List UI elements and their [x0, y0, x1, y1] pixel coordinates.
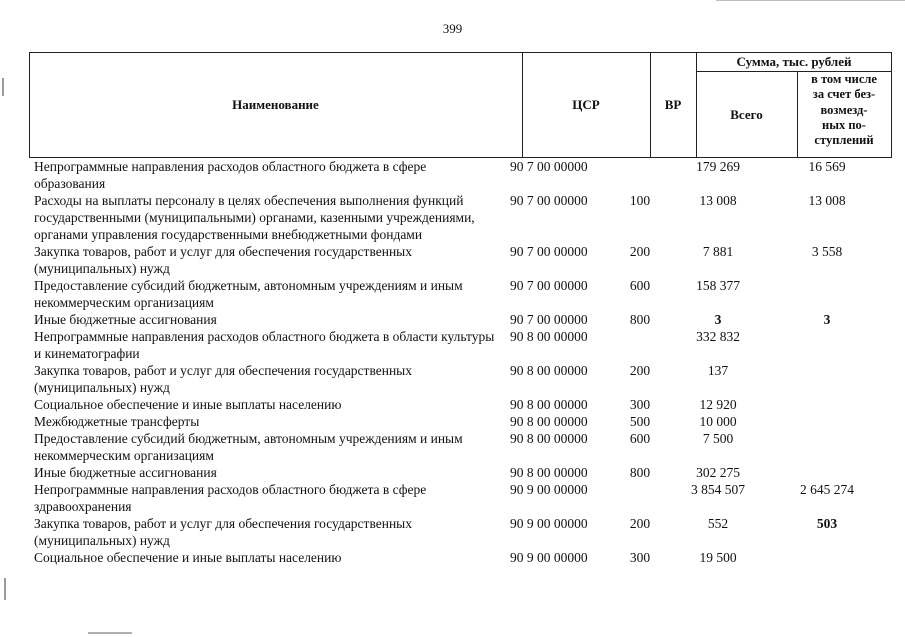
cell-csr: 90 9 00 00000 [510, 516, 588, 531]
cell-name: Непрограммные направления расходов областного бюджета в области культуры и кинематографии [34, 329, 495, 361]
cell-vr: 800 [629, 312, 651, 327]
cell-total: 302 275 [696, 465, 740, 480]
table-header [0, 0, 905, 158]
cell-total: 158 377 [696, 278, 740, 293]
table-row [0, 396, 905, 413]
table-row [0, 158, 905, 192]
cell-vr: 100 [629, 193, 651, 208]
cell-name: Иные бюджетные ассигнования [34, 465, 217, 480]
scan-artifact [88, 632, 132, 634]
cell-vr: 800 [629, 465, 651, 480]
cell-csr: 90 7 00 00000 [510, 312, 588, 327]
table-row [0, 413, 905, 430]
column-header-free-receipts: в том числе за счет без- возмезд- ных по- ступлений [811, 72, 877, 148]
cell-total: 179 269 [696, 159, 740, 174]
cell-csr: 90 9 00 00000 [510, 550, 588, 565]
column-group-sum: Сумма, тыс. рублей [736, 54, 852, 69]
cell-csr: 90 8 00 00000 [510, 431, 588, 446]
cell-total: 7 500 [702, 431, 734, 446]
cell-total: 3 854 507 [691, 482, 745, 497]
cell-vr: 200 [629, 363, 651, 378]
cell-free-receipts: 13 008 [808, 193, 846, 208]
cell-csr: 90 8 00 00000 [510, 329, 588, 344]
page-number: 399 [442, 21, 463, 36]
cell-name: Предоставление субсидий бюджетным, автономным учреждениям и иным некоммерческим организациям [34, 278, 463, 310]
cell-total: 7 881 [702, 244, 734, 259]
column-header-name: Наименование [232, 97, 319, 112]
cell-name: Закупка товаров, работ и услуг для обеспечения государственных (муниципальных) нужд [34, 244, 413, 276]
scan-artifact [4, 578, 6, 600]
cell-csr: 90 7 00 00000 [510, 278, 588, 293]
cell-name: Непрограммные направления расходов областного бюджета в сфере здравоохранения [34, 482, 427, 514]
cell-vr: 300 [629, 550, 651, 565]
table-body [0, 158, 905, 566]
cell-name: Социальное обеспечение и иные выплаты населению [34, 397, 342, 412]
table-row [0, 549, 905, 566]
cell-total: 12 920 [699, 397, 737, 412]
cell-csr: 90 9 00 00000 [510, 482, 588, 497]
cell-total: 137 [707, 363, 729, 378]
cell-vr: 600 [629, 431, 651, 446]
cell-name: Предоставление субсидий бюджетным, автономным учреждениям и иным некоммерческим организациям [34, 431, 463, 463]
cell-csr: 90 7 00 00000 [510, 159, 588, 174]
cell-csr: 90 8 00 00000 [510, 363, 588, 378]
table-row [0, 192, 905, 243]
table-row [0, 464, 905, 481]
cell-name: Межбюджетные трансферты [34, 414, 200, 429]
cell-vr: 500 [629, 414, 651, 429]
table-row [0, 277, 905, 311]
cell-csr: 90 8 00 00000 [510, 414, 588, 429]
cell-total: 10 000 [699, 414, 737, 429]
table-row [0, 243, 905, 277]
cell-free-receipts: 2 645 274 [800, 482, 854, 497]
cell-free-receipts: 16 569 [808, 159, 846, 174]
cell-name: Иные бюджетные ассигнования [34, 312, 217, 327]
cell-total: 552 [707, 516, 729, 531]
cell-name: Непрограммные направления расходов областного бюджета в сфере образования [34, 159, 427, 191]
table-row [0, 362, 905, 396]
cell-vr: 200 [629, 516, 651, 531]
column-header-csr: ЦСР [572, 97, 600, 112]
column-header-total: Всего [730, 107, 763, 122]
cell-total: 332 832 [696, 329, 740, 344]
cell-total: 13 008 [699, 193, 737, 208]
cell-vr: 300 [629, 397, 651, 412]
cell-free-receipts: 3 558 [811, 244, 843, 259]
cell-vr: 200 [629, 244, 651, 259]
cell-csr: 90 8 00 00000 [510, 397, 588, 412]
cell-free-receipts: 3 [823, 312, 831, 327]
cell-total: 19 500 [699, 550, 737, 565]
cell-name: Закупка товаров, работ и услуг для обеспечения государственных (муниципальных) нужд [34, 516, 413, 548]
cell-csr: 90 7 00 00000 [510, 244, 588, 259]
column-header-vr: ВР [664, 97, 682, 112]
table-row [0, 515, 905, 549]
cell-csr: 90 8 00 00000 [510, 465, 588, 480]
cell-vr: 600 [629, 278, 651, 293]
cell-name: Закупка товаров, работ и услуг для обеспечения государственных (муниципальных) нужд [34, 363, 413, 395]
cell-free-receipts: 503 [816, 516, 838, 531]
table-row [0, 481, 905, 515]
table-row [0, 311, 905, 328]
table-row [0, 430, 905, 464]
cell-name: Социальное обеспечение и иные выплаты населению [34, 550, 342, 565]
cell-total: 3 [714, 312, 722, 327]
table-row [0, 328, 905, 362]
cell-csr: 90 7 00 00000 [510, 193, 588, 208]
cell-name: Расходы на выплаты персоналу в целях обеспечения выполнения функций государственными (муниципальными) органами, казенными учреждениями, органами управления государственными внебюджетными фондами [34, 193, 475, 242]
